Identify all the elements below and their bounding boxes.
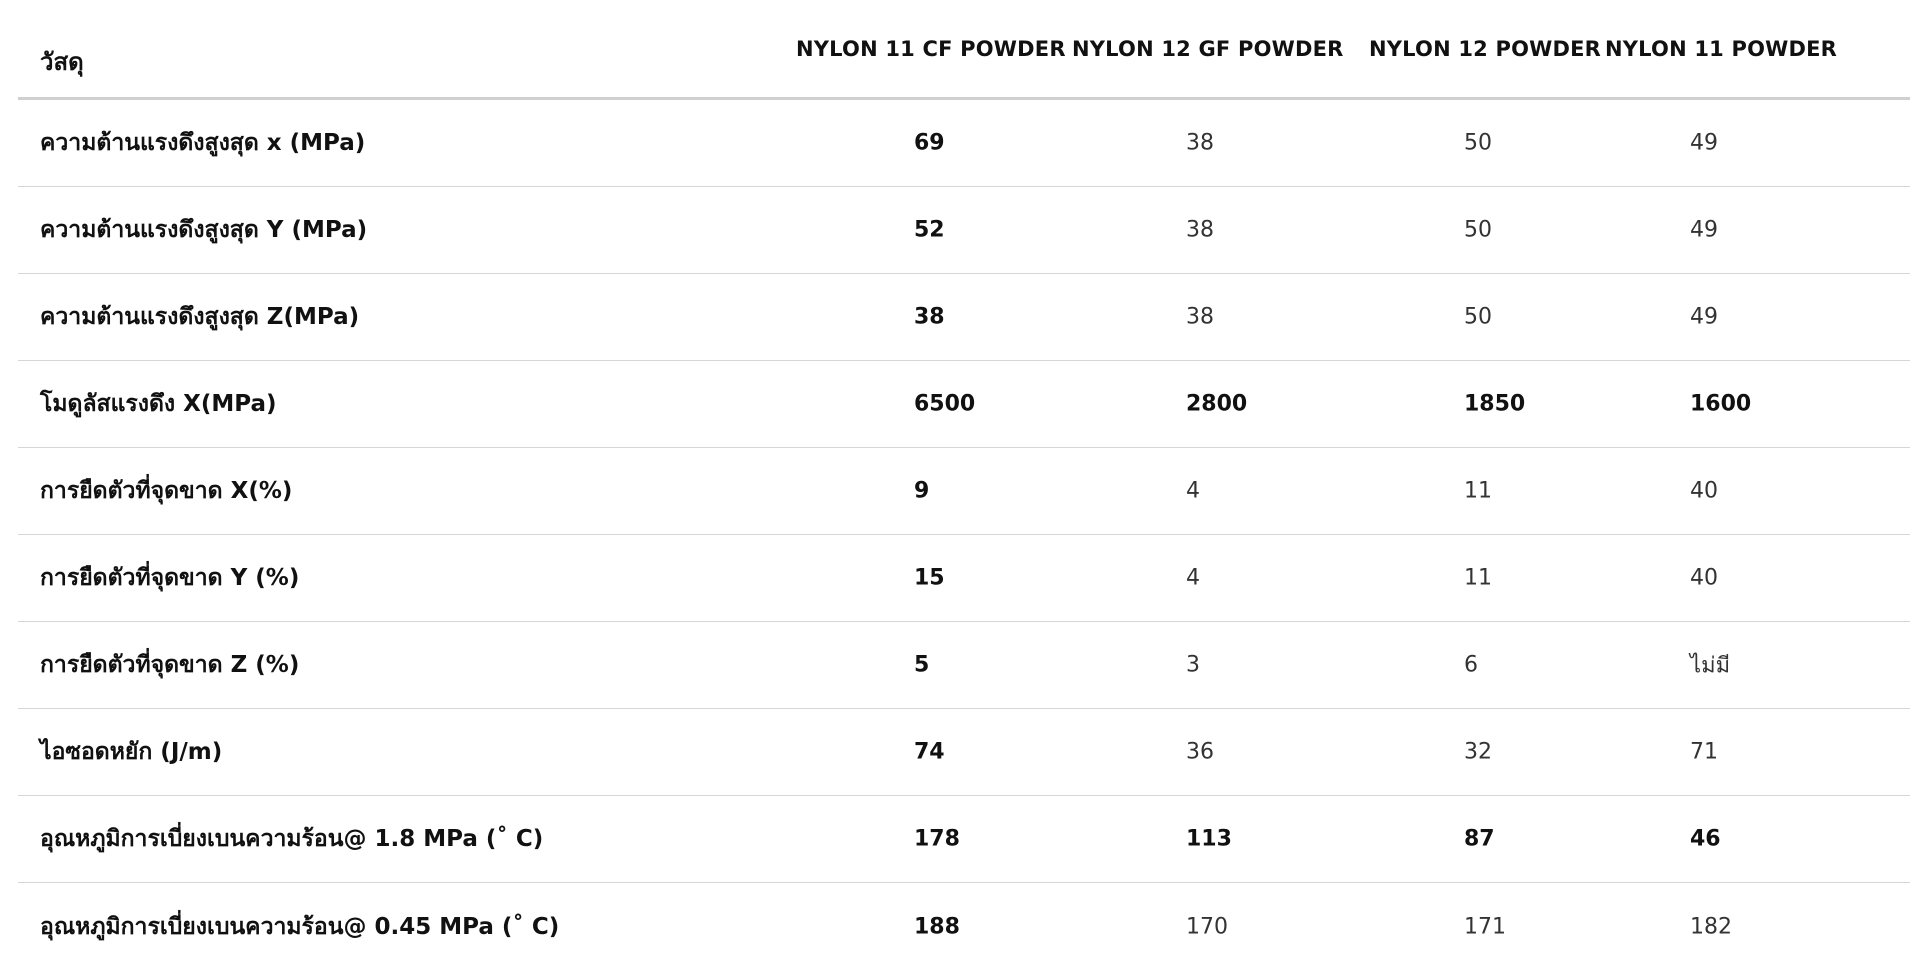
table-cell: 49 [1690, 130, 1718, 156]
table-cell: 11 [1464, 565, 1492, 591]
table-cell: 36 [1186, 739, 1214, 765]
table-row [18, 187, 1910, 274]
row-label: ความต้านแรงดึงสูงสุด x (MPa) [40, 130, 366, 156]
table-row [18, 448, 1910, 535]
row-label: ความต้านแรงดึงสูงสุด Z(MPa) [40, 304, 360, 330]
column-header-nylon-12-gf: NYLON 12 GF POWDER [1072, 37, 1344, 61]
table-cell: 9 [914, 478, 930, 504]
row-label: อุณหภูมิการเบี่ยงเบนความร้อน@ 0.45 MPa (˚ C) [40, 913, 560, 940]
table-cell: 38 [1186, 304, 1214, 330]
table-row [18, 796, 1910, 883]
column-header-nylon-12: NYLON 12 POWDER [1369, 37, 1602, 61]
table-cell: 46 [1690, 826, 1721, 852]
table-cell: 170 [1186, 914, 1228, 939]
row-label: อุณหภูมิการเบี่ยงเบนความร้อน@ 1.8 MPa (˚ C) [40, 826, 544, 852]
table-cell: 71 [1690, 739, 1718, 765]
table-cell: 32 [1464, 739, 1492, 765]
table-row [18, 535, 1910, 622]
table-cell: 49 [1690, 304, 1718, 330]
table-row [18, 361, 1910, 448]
row-label: การยืดตัวที่จุดขาด Z (%) [40, 652, 300, 678]
table-header-row [18, 0, 1910, 100]
material-spec-table [18, 0, 1910, 970]
table-cell: 178 [914, 826, 960, 852]
table-cell: 38 [914, 304, 945, 330]
material-header-label: วัสดุ [40, 48, 84, 76]
table-cell: 182 [1690, 914, 1732, 939]
table-cell: 49 [1690, 217, 1718, 243]
table-row [18, 100, 1910, 187]
table-cell: 52 [914, 217, 945, 243]
table-cell: 188 [914, 914, 960, 939]
row-label: ไอซอดหยัก (J/m) [40, 739, 223, 765]
table-cell: 4 [1186, 478, 1200, 504]
row-label: การยืดตัวที่จุดขาด Y (%) [40, 565, 300, 591]
row-label: ความต้านแรงดึงสูงสุด Y (MPa) [40, 217, 368, 243]
table-cell: 74 [914, 739, 945, 765]
column-header-nylon-11-cf: NYLON 11 CF POWDER [796, 37, 1066, 61]
table-cell: 1850 [1464, 391, 1526, 417]
table-cell: 38 [1186, 217, 1214, 243]
table-row [18, 709, 1910, 796]
row-label: โมดูลัสแรงดึง X(MPa) [40, 391, 277, 417]
table-cell: 40 [1690, 565, 1718, 591]
table-row [18, 622, 1910, 709]
table-cell: 69 [914, 130, 945, 156]
table-cell: 50 [1464, 130, 1492, 156]
table-cell: 11 [1464, 478, 1492, 504]
row-label: การยืดตัวที่จุดขาด X(%) [40, 478, 293, 504]
table-cell: 50 [1464, 217, 1492, 243]
table-cell: 6500 [914, 391, 976, 417]
table-cell: 15 [914, 565, 945, 591]
table-cell: 1600 [1690, 391, 1752, 417]
table-cell: 113 [1186, 826, 1232, 852]
table-cell: 40 [1690, 478, 1718, 504]
column-header-nylon-11: NYLON 11 POWDER [1605, 37, 1838, 61]
table-cell: 5 [914, 652, 930, 678]
table-cell: 171 [1464, 914, 1506, 939]
table-cell: 4 [1186, 565, 1200, 591]
table-cell: 50 [1464, 304, 1492, 330]
table-cell: 3 [1186, 652, 1200, 678]
table-row [18, 274, 1910, 361]
table-cell: 6 [1464, 652, 1478, 678]
table-row [18, 883, 1910, 970]
table-cell: 87 [1464, 826, 1495, 852]
table-cell: 2800 [1186, 391, 1248, 417]
table-cell: 38 [1186, 130, 1214, 156]
table-cell: ไม่มี [1690, 653, 1731, 679]
